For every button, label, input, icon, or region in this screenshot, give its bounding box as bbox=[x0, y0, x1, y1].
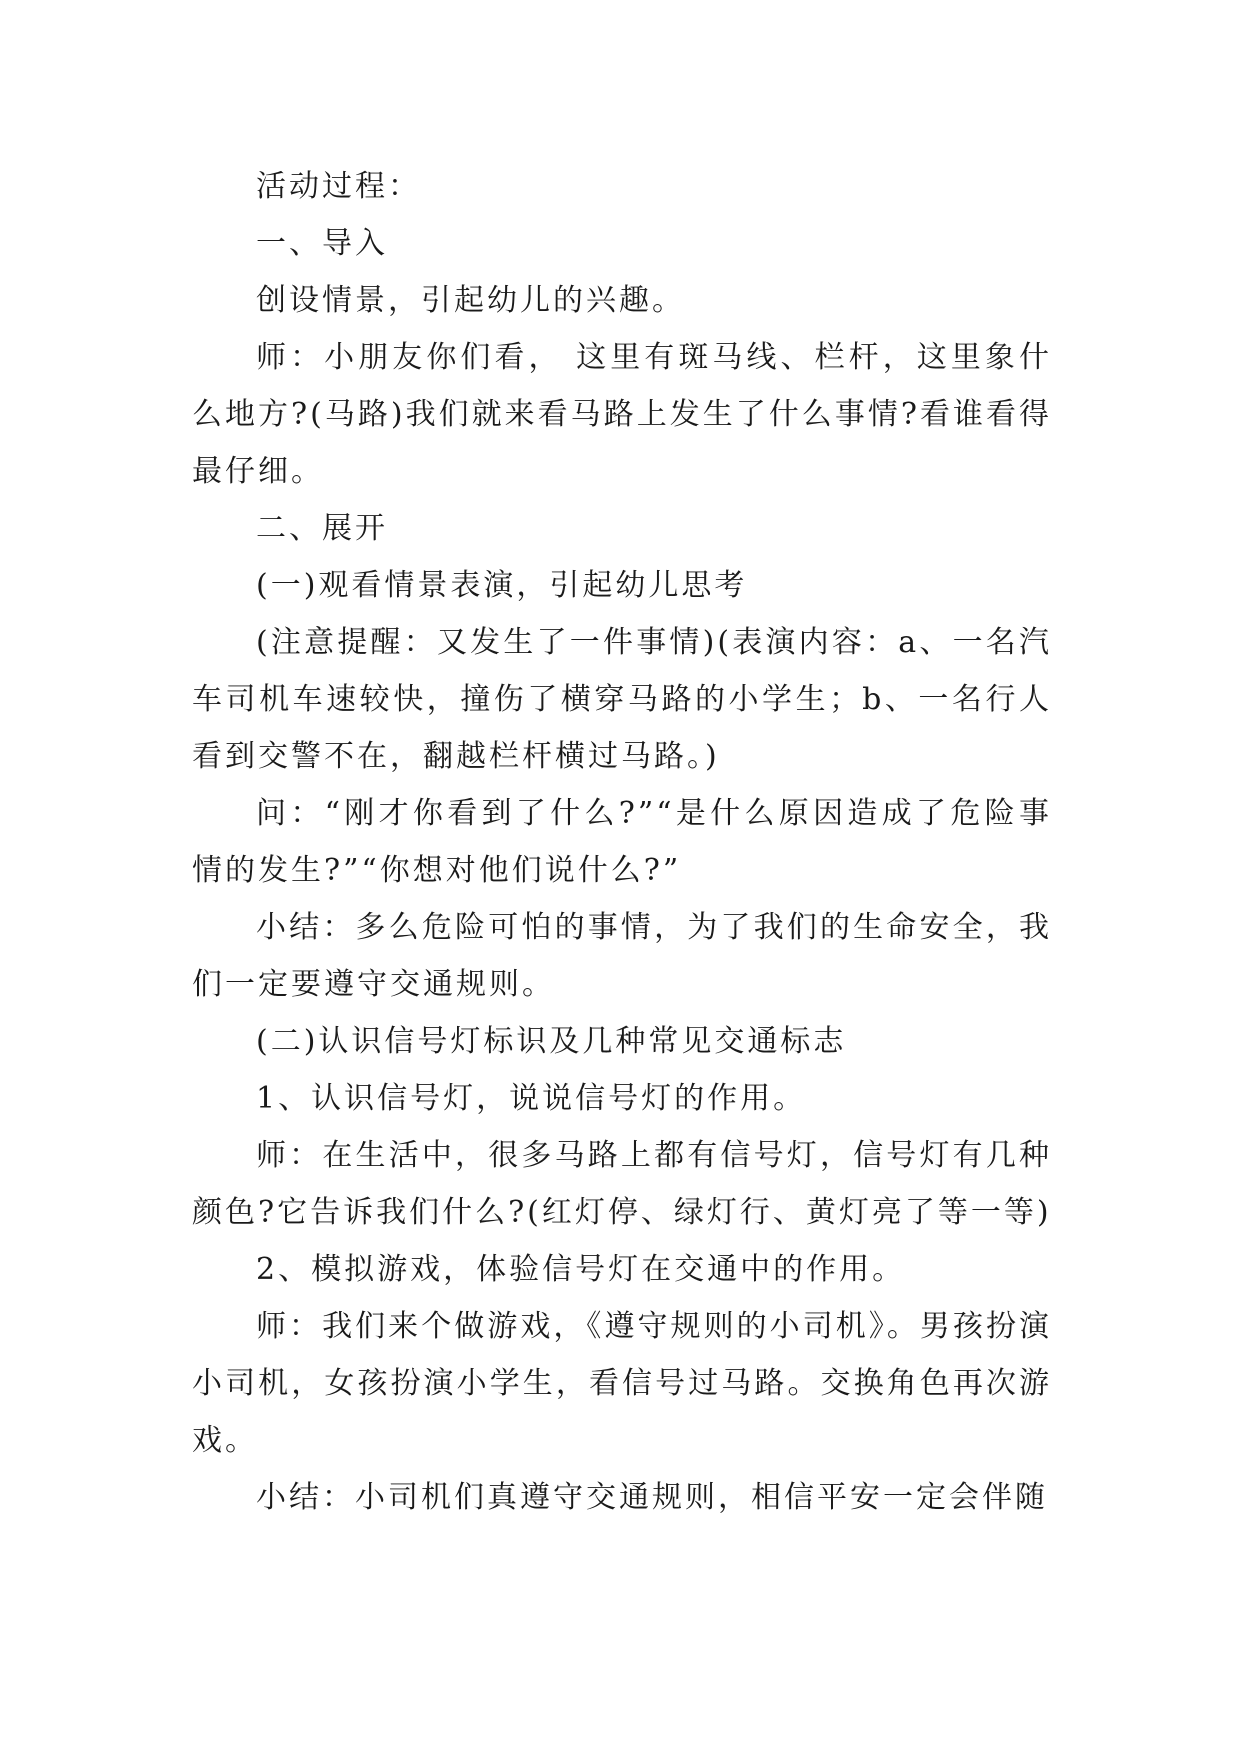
document-body bbox=[192, 158, 1052, 1526]
paragraph: 师：我们来个做游戏，《遵守规则的小司机》。男孩扮演小司机，女孩扮演小学生，看信号过马路。交换角色再次游戏。 bbox=[192, 1309, 1052, 1458]
paragraph: 问：“刚才你看到了什么?”“是什么原因造成了危险事情的发生?”“你想对他们说什么?” bbox=[192, 796, 1052, 888]
paragraph-subheading: (一)观看情景表演，引起幼儿思考 bbox=[256, 568, 748, 603]
paragraph-heading-activity-process: 活动过程： bbox=[256, 169, 421, 204]
paragraph-heading-introduction: 一、导入 bbox=[256, 226, 388, 261]
paragraph: 小结：多么危险可怕的事情，为了我们的生命安全，我们一定要遵守交通规则。 bbox=[192, 910, 1052, 1002]
paragraph: (注意提醒：又发生了一件事情)(表演内容：a、一名汽车司机车速较快，撞伤了横穿马路的小学生；b、一名行人看到交警不在，翻越栏杆横过马路。) bbox=[192, 625, 1052, 774]
paragraph: 师：在生活中，很多马路上都有信号灯，信号灯有几种颜色?它告诉我们什么?(红灯停、绿灯行、黄灯亮了等一等) bbox=[192, 1138, 1052, 1230]
paragraph: 师：小朋友你们看， 这里有斑马线、栏杆，这里象什么地方?(马路)我们就来看马路上发生了什么事情?看谁看得最仔细。 bbox=[192, 340, 1052, 489]
paragraph-subheading: (二)认识信号灯标识及几种常见交通标志 bbox=[256, 1024, 847, 1059]
paragraph: 小结：小司机们真遵守交通规则，相信平安一定会伴随 bbox=[256, 1480, 1048, 1515]
paragraph: 创设情景，引起幼儿的兴趣。 bbox=[256, 283, 685, 318]
paragraph: 1、认识信号灯，说说信号灯的作用。 bbox=[256, 1081, 807, 1116]
paragraph-heading-development: 二、展开 bbox=[256, 511, 388, 546]
paragraph: 2、模拟游戏，体验信号灯在交通中的作用。 bbox=[256, 1252, 906, 1287]
